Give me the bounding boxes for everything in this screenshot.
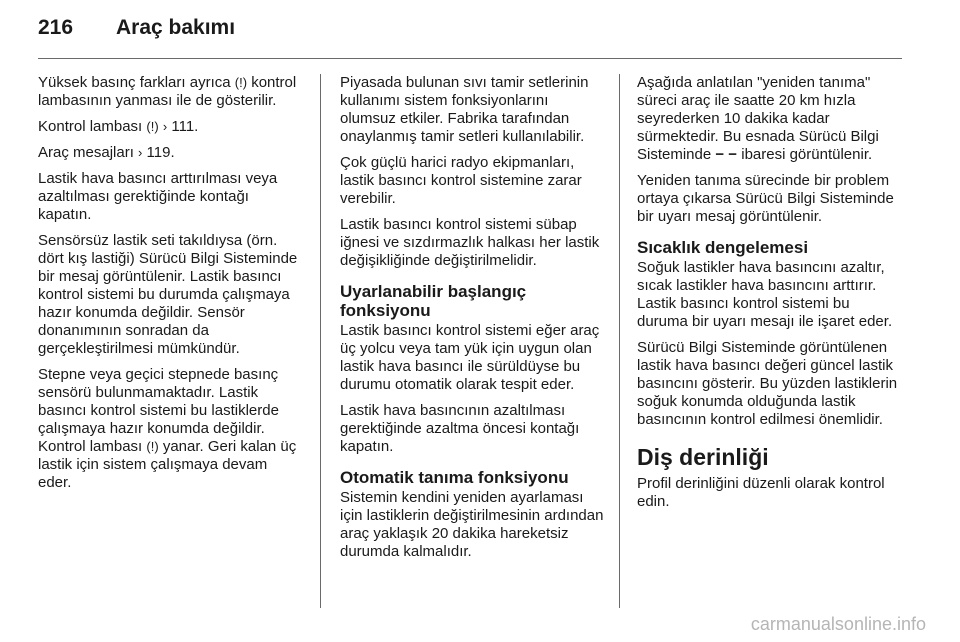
paragraph: Sürücü Bilgi Sisteminde görüntülenen lastik hava basıncı değeri güncel lastik basıncını gösterir. Bu yüzden lastiklerin soğuk konumda olduğunda lastik basıncının kontrol edilmesi önemlidir. (637, 339, 898, 428)
tire-pressure-warning-icon: (!) (146, 119, 159, 134)
column-3 (637, 74, 903, 519)
column-divider (619, 74, 620, 608)
paragraph: Lastik basıncı kontrol sistemi sübap iğnesi ve sızdırmazlık halkası her lastik değişikliğinde değiştirilmelidir. (340, 216, 600, 269)
tire-pressure-warning-icon: (!) (234, 75, 248, 90)
page-link[interactable]: 111. (171, 118, 199, 135)
paragraph: Soğuk lastikler hava basıncını azaltır, sıcak lastikler hava basıncını arttırır. Lastik basıncı kontrol sistemi bu duruma bir uyarı mesajı ile işaret eder. (637, 259, 893, 330)
paragraph: Aşağıda anlatılan "yeniden tanıma" süreci araç ile saatte 20 km hızla seyrederken 10 dakika kadar sürmektedir. Bu esnada Sürücü Bilgi Sisteminde − − ibaresi görüntülenir. (637, 74, 879, 163)
paragraph: Yüksek basınç farkları ayrıca (!) kontrol lambasının yanması ile de gösterilir. (38, 74, 297, 109)
paragraph: Sistemin kendini yeniden ayarlaması için lastiklerin değiştirilmesinin ardından araç yaklaşık 20 dakika hareketsiz durumda kalmalıdır. (340, 489, 604, 560)
paragraph: Profil derinliğini düzenli olarak kontrol edin. (637, 475, 885, 510)
paragraph: Piyasada bulunan sıvı tamir setlerinin kullanımı sistem fonksiyonlarını olumsuz etkiler. Fabrika tarafından onaylanmış tamir setleri kullanılabilir. (340, 74, 589, 145)
dash-indicator: − − (715, 146, 738, 163)
page-title: Araç bakımı (116, 16, 236, 39)
paragraph: Kontrol lambası (!) › 111. (38, 118, 199, 135)
paragraph: Lastik hava basıncının azaltılması gerektiğinde azaltma öncesi kontağı kapatın. (340, 402, 580, 455)
page-reference-arrow-icon: › (138, 145, 143, 160)
column-1 (38, 74, 304, 500)
watermark: carmanualsonline.info (750, 614, 926, 634)
paragraph: Çok güçlü harici radyo ekipmanları, lastik basıncı kontrol sistemine zarar verebilir. (340, 154, 582, 207)
section-heading: Sıcaklık dengelemesi (637, 238, 809, 257)
section-heading: Otomatik tanıma fonksiyonu (340, 468, 569, 487)
page-link[interactable]: 119. (146, 144, 175, 161)
column-2 (340, 74, 606, 569)
page-header (38, 16, 902, 56)
column-divider (320, 74, 321, 608)
paragraph: Araç mesajları › 119. (38, 144, 175, 161)
tire-pressure-warning-icon: (!) (146, 439, 159, 454)
section-heading: Uyarlanabilir başlangıç fonksiyonu (340, 282, 527, 320)
chapter-heading: Diş derinliği (637, 444, 769, 470)
page-reference-arrow-icon: › (162, 119, 168, 134)
paragraph: Yeniden tanıma sürecinde bir problem ortaya çıkarsa Sürücü Bilgi Sisteminde bir uyarı mesaj görüntülenir. (637, 172, 894, 225)
paragraph: Stepne veya geçici stepnede basınç sensörü bulunmamaktadır. Lastik basıncı kontrol sistemi bu lastiklerde çalışmaya hazır konumda değildir. Kontrol lambası (!) yanar. Geri kalan üç lastik için sistem çalışmaya devam eder. (38, 366, 297, 491)
header-divider (38, 58, 902, 59)
paragraph: Lastik basıncı kontrol sistemi eğer araç üç yolcu veya tam yük için uygun olan lastik hava basıncı ile sürüldüyse bu durumu otomatik olarak tespit eder. (340, 322, 600, 393)
page-number: 216 (38, 16, 74, 39)
paragraph: Lastik hava basıncı arttırılması veya azaltılması gerektiğinde kontağı kapatın. (38, 170, 278, 223)
paragraph: Sensörsüz lastik seti takıldıysa (örn. dört kış lastiği) Sürücü Bilgi Sisteminde bir mesaj görüntülenir. Lastik basıncı kontrol sistemi bu durumda çalışmaya hazır konumda değildir. Sensör donanımının sonradan da gerçekleştirilmesi mümkündür. (38, 232, 298, 357)
